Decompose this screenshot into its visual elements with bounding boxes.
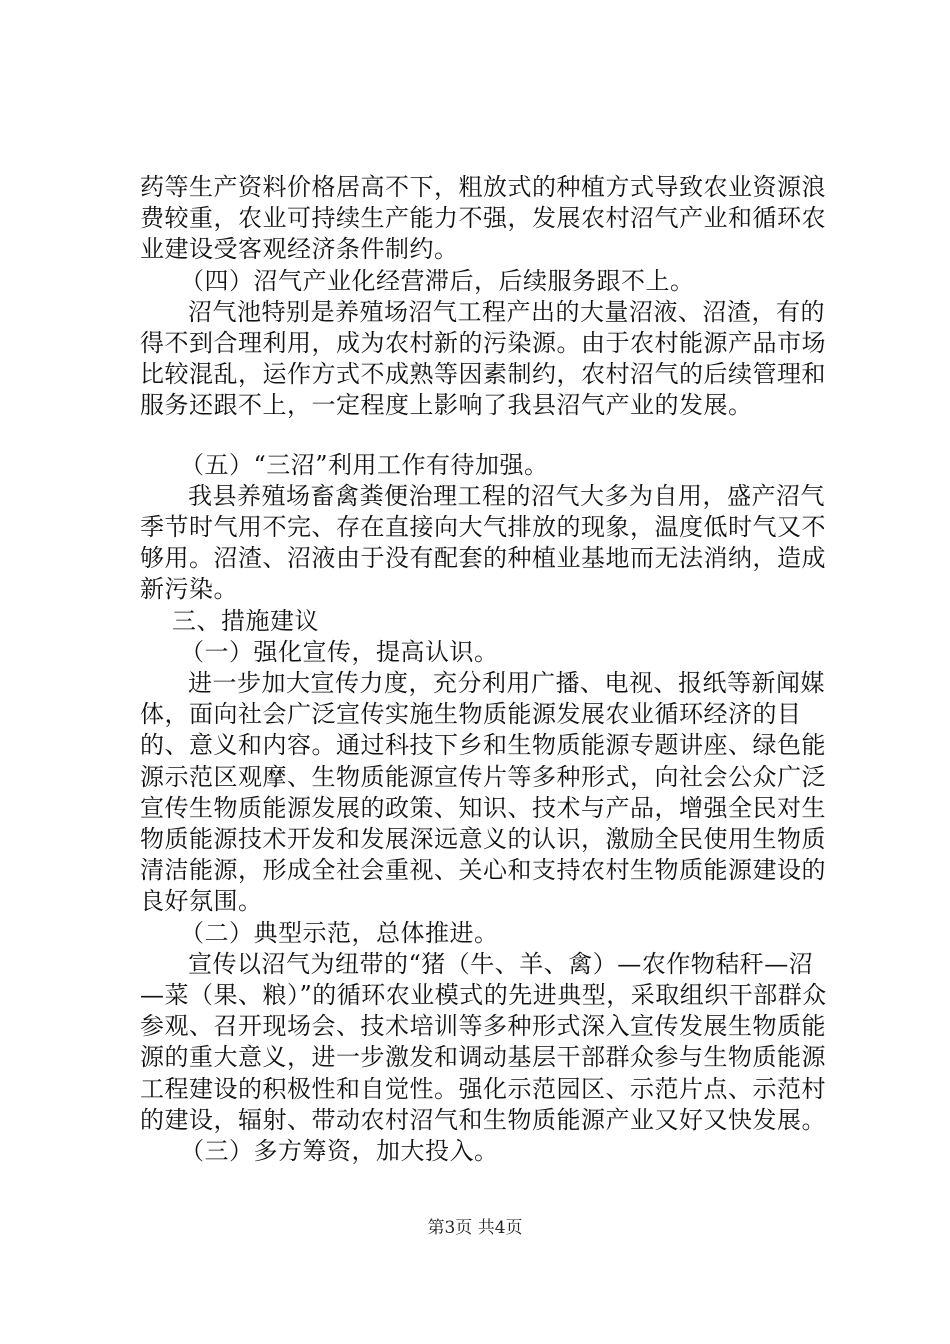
paragraph-gap: [140, 422, 830, 450]
section-heading-1: （一）强化宣传，提高认识。: [180, 637, 499, 666]
page-number-footer: 第3页 共4页: [427, 1218, 523, 1238]
paragraph-continuation: 药等生产资料价格居高不下，粗放式的种植方式导致农业资源浪费较重，农业可持续生产能力不强，发展农村沼气产业和循环农业建设受客观经济条件制约。: [140, 173, 826, 264]
section-heading-4: （四）沼气产业化经营滞后，后续服务跟不上。: [180, 266, 695, 295]
document-body: [140, 172, 830, 1167]
paragraph-body: 我县养殖场畜禽粪便治理工程的沼气大多为自用，盛产沼气季节时气用不完、存在直接向大气排放的现象，温度低时气又不够用。沼渣、沼液由于没有配套的种植业基地而无法消纳，造成新污染。: [140, 481, 826, 604]
section-heading-2: （二）典型示范，总体推进。: [180, 918, 499, 947]
paragraph-body: 沼气池特别是养殖场沼气工程产出的大量沼液、沼渣，有的得不到合理利用，成为农村新的污染源。由于农村能源产品市场比较混乱，运作方式不成熟等因素制约，农村沼气的后续管理和服务还跟不上，一定程度上影响了我县沼气产业的发展。: [140, 297, 826, 420]
section-heading-5: （五）“三沼”利用工作有待加强。: [180, 450, 549, 479]
chapter-heading-3: 三、措施建议: [172, 606, 319, 635]
paragraph-body: 进一步加大宣传力度，充分利用广播、电视、报纸等新闻媒体，面向社会广泛宣传实施生物质能源发展农业循环经济的目的、意义和内容。通过科技下乡和生物质能源专题讲座、绿色能源示范区观摩、生物质能源宣传片等多种形式，向社会公众广泛宣传生物质能源发展的政策、知识、技术与产品，增强全民对生物质能源技术开发和发展深远意义的认识，激励全民使用生物质清洁能源，形成全社会重视、关心和支持农村生物质能源建设的良好氛围。: [140, 669, 826, 916]
section-heading-3: （三）多方筹资，加大投入。: [180, 1137, 499, 1166]
paragraph-body: 宣传以沼气为纽带的“猪（牛、羊、禽）—农作物秸秆—沼—菜（果、粮）”的循环农业模式的先进典型，采取组织干部群众参观、召开现场会、技术培训等多种形式深入宣传发展生物质能源的重大意义，进一步激发和调动基层干部群众参与生物质能源工程建设的积极性和自觉性。强化示范园区、示范片点、示范村的建设，辐射、带动农村沼气和生物质能源产业又好又快发展。: [140, 949, 827, 1134]
